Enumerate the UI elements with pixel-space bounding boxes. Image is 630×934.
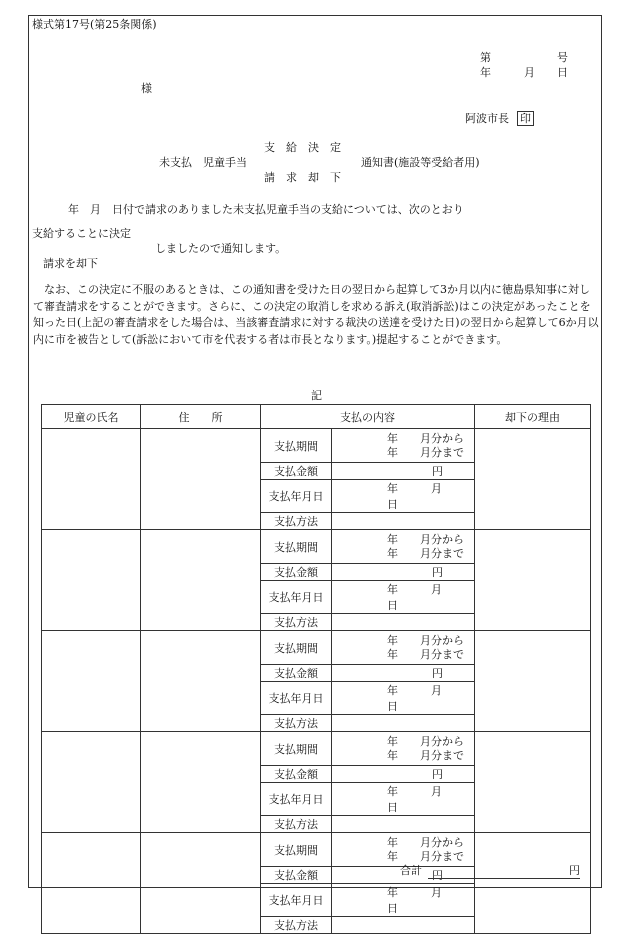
amount-label: 支払金額 [261, 766, 332, 783]
reject-reason-cell[interactable] [475, 429, 591, 530]
date-label: 支払年月日 [261, 581, 332, 614]
period-to: 年 月分まで [387, 445, 464, 459]
reject-reason-cell[interactable] [475, 631, 591, 732]
table-row [42, 732, 591, 766]
reject-reason-cell[interactable] [475, 732, 591, 833]
amount-cell[interactable]: 円 [332, 867, 475, 884]
period-from: 年 月分から [387, 835, 464, 849]
addressee: 様 [141, 82, 152, 95]
period-to: 年 月分まで [387, 647, 464, 661]
method-label: 支払方法 [261, 513, 332, 530]
period-from: 年 月分から [387, 734, 464, 748]
table-row [42, 530, 591, 564]
ki-mark: 記 [311, 389, 322, 402]
total-row [400, 862, 580, 879]
body-line1: 年 月 日付で請求のありました未支払児童手当の支給については、次のとおり [68, 203, 464, 216]
method-label: 支払方法 [261, 614, 332, 631]
date-label: 支払年月日 [261, 783, 332, 816]
title-right: 通知書(施設等受給者用) [361, 156, 480, 169]
body-reject: 請求を却下 [43, 257, 98, 270]
method-cell[interactable] [332, 816, 475, 833]
document-date: 年 月 日 [480, 66, 568, 79]
title-left: 未支払 児童手当 [159, 156, 247, 169]
child-name-cell[interactable] [42, 732, 141, 833]
child-name-cell[interactable] [42, 833, 141, 934]
date-label: 支払年月日 [261, 884, 332, 917]
header-child-name: 児童の氏名 [42, 405, 141, 429]
date-label: 支払年月日 [261, 480, 332, 513]
period-from: 年 月分から [387, 633, 464, 647]
header-reject-reason: 却下の理由 [475, 405, 591, 429]
period-label: 支払期間 [261, 833, 332, 867]
payment-table [41, 404, 591, 934]
total-unit: 円 [569, 864, 580, 877]
child-name-cell[interactable] [42, 429, 141, 530]
seal-mark: 印 [517, 111, 534, 126]
title-bottom: 請 求 却 下 [264, 171, 341, 184]
date-label: 支払年月日 [261, 682, 332, 715]
period-cell[interactable] [332, 732, 475, 766]
header-address: 住 所 [141, 405, 261, 429]
method-cell[interactable] [332, 715, 475, 732]
period-cell[interactable] [332, 530, 475, 564]
date-cell[interactable]: 年 月 日 [332, 480, 475, 513]
reject-reason-cell[interactable] [475, 833, 591, 934]
amount-label: 支払金額 [261, 867, 332, 884]
issuer-name: 阿波市長 [465, 112, 509, 125]
body-decide: 支給することに決定 [32, 227, 131, 240]
period-cell[interactable] [332, 429, 475, 463]
issuer [465, 111, 534, 126]
date-cell[interactable]: 年 月 日 [332, 783, 475, 816]
title-top: 支 給 決 定 [264, 141, 341, 154]
address-cell[interactable] [141, 631, 261, 732]
amount-cell[interactable]: 円 [332, 564, 475, 581]
period-to: 年 月分まで [387, 546, 464, 560]
amount-label: 支払金額 [261, 665, 332, 682]
form-number: 様式第17号(第25条関係) [32, 18, 157, 31]
period-from: 年 月分から [387, 431, 464, 445]
method-label: 支払方法 [261, 816, 332, 833]
date-cell[interactable]: 年 月 日 [332, 581, 475, 614]
amount-label: 支払金額 [261, 463, 332, 480]
amount-cell[interactable]: 円 [332, 665, 475, 682]
table-row [42, 429, 591, 463]
body-notify: しましたので通知します。 [155, 242, 287, 255]
period-label: 支払期間 [261, 429, 332, 463]
period-from: 年 月分から [387, 532, 464, 546]
date-cell[interactable]: 年 月 日 [332, 884, 475, 917]
total-field[interactable] [428, 862, 580, 879]
method-label: 支払方法 [261, 917, 332, 934]
total-label: 合計 [400, 864, 422, 877]
address-cell[interactable] [141, 833, 261, 934]
period-to: 年 月分まで [387, 748, 464, 762]
document-number: 第 号 [480, 51, 568, 64]
table-header-row [42, 405, 591, 429]
header-payment-content: 支払の内容 [261, 405, 475, 429]
method-cell[interactable] [332, 614, 475, 631]
amount-label: 支払金額 [261, 564, 332, 581]
amount-cell[interactable]: 円 [332, 766, 475, 783]
address-cell[interactable] [141, 530, 261, 631]
notice-paragraph: なお、この決定に不服のあるときは、この通知書を受けた日の翌日から起算して3か月以内に徳島県知事に対して審査請求をすることができます。さらに、この決定の取消しを求める訴え(取消訴訟)はこの決定があったことを知った日(上記の審査請求をした場合は、当該審査請求に対する裁決の送達を受けた日)の翌日から起算して6か月以内に市を被告として(訴訟において市を代表する者は市長となります。)提起することができます。 [33, 283, 599, 346]
address-cell[interactable] [141, 429, 261, 530]
period-label: 支払期間 [261, 732, 332, 766]
method-cell[interactable] [332, 917, 475, 934]
method-cell[interactable] [332, 513, 475, 530]
child-name-cell[interactable] [42, 530, 141, 631]
period-cell[interactable] [332, 631, 475, 665]
period-label: 支払期間 [261, 530, 332, 564]
address-cell[interactable] [141, 732, 261, 833]
method-label: 支払方法 [261, 715, 332, 732]
table-row [42, 631, 591, 665]
amount-cell[interactable]: 円 [332, 463, 475, 480]
date-cell[interactable]: 年 月 日 [332, 682, 475, 715]
child-name-cell[interactable] [42, 631, 141, 732]
reject-reason-cell[interactable] [475, 530, 591, 631]
period-to: 年 月分まで [387, 849, 464, 863]
period-label: 支払期間 [261, 631, 332, 665]
